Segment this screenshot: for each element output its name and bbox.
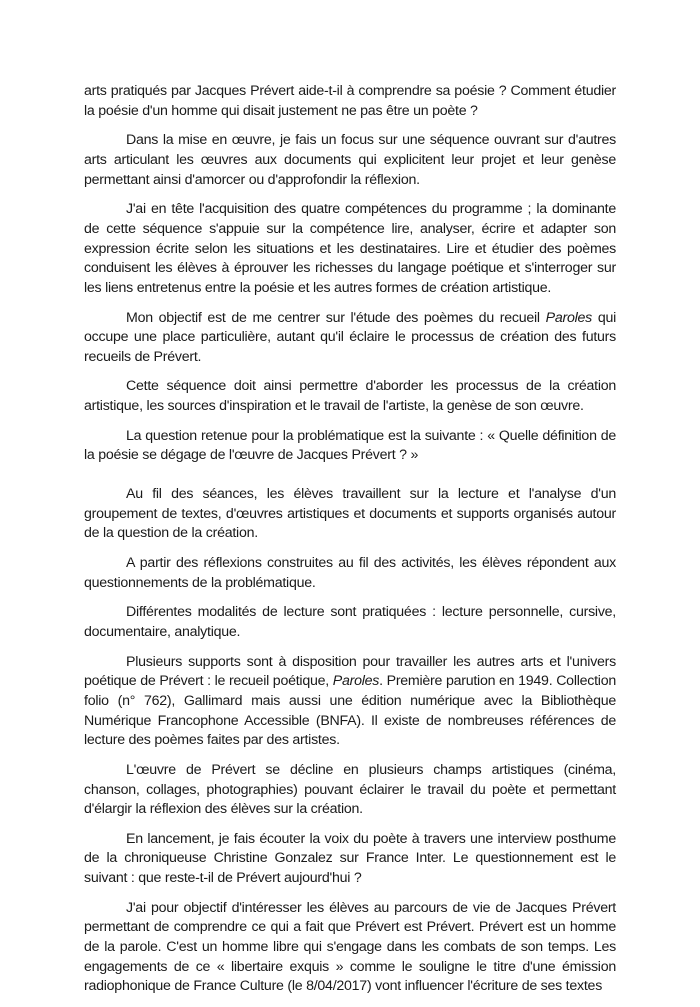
book-title-italic: Paroles [332,673,380,690]
paragraph-problematique: La question retenue pour la problématique est la suivante : « Quelle définition de la poésie se dégage de l'œuvre de Jacques Prévert ? » [84,427,616,464]
paragraph-supports [84,653,616,751]
paragraph-sequence-creation: Cette séquence doit ainsi permettre d'aborder les processus de la création artistique, les sources d'inspiration et le travail de l'artiste, la genèse de son œuvre. [84,378,616,415]
document-page [84,82,616,1007]
paragraph-reflexions: A partir des réflexions construites au fil des activités, les élèves répondent aux questionnements de la problématique. [84,555,616,591]
paragraph-seances: Au fil des séances, les élèves travaillent sur la lecture et l'analyse d'un groupement de textes, d'œuvres artistiques et documents et supports organisés autour de la question de la création. [84,486,616,542]
paragraph-modalites-lecture: Différentes modalités de lecture sont pratiquées : lecture personnelle, cursive, documentaire, analytique. [84,604,616,640]
paragraph-text: Plusieurs supports sont à disposition pour travailler les autres arts et l'univers poétique de Prévert : le recueil poétique, [84,653,616,690]
paragraph-objectif-paroles [84,309,616,368]
paragraph-parcours-de-vie: J'ai pour objectif d'intéresser les élèves au parcours de vie de Jacques Prévert permettant de comprendre ce qui a fait que Prévert est Prévert. Prévert est un homme de la parole. C'est un homme libre qui s'engage dans les combats de son temps. Les engagements de ce « libertaire exquis » comme le souligne le titre d'une émission radiophonique de France Culture (le 8/04/2017) vont influencer l'écriture de ses textes [84,899,616,995]
paragraph-text: Mon objectif est de me centrer sur l'étude des poèmes du recueil [126,309,546,326]
paragraph-mise-en-oeuvre: Dans la mise en œuvre, je fais un focus sur une séquence ouvrant sur d'autres arts articulant les œuvres aux documents qui explicitent leur projet et leur genèse permettant ainsi d'amorcer ou d'approfondir la réflexion. [84,132,616,188]
paragraph-lancement: En lancement, je fais écouter la voix du poète à travers une interview posthume de la chroniqueuse Christine Gonzalez sur France Inter. Le questionnement est le suivant : que reste-t-il de Prévert aujourd'hui ? [84,830,616,887]
book-title-italic: Paroles [545,309,592,326]
paragraph-text: qui occupe une place particulière, autant qu'il éclaire le processus de création des futurs recueils de Prévert. [84,309,616,365]
paragraph-intro-question: arts pratiqués par Jacques Prévert aide-t-il à comprendre sa poésie ? Comment étudier la poésie d'un homme qui disait justement ne pas être un poète ? [84,83,616,119]
paragraph-competences: J'ai en tête l'acquisition des quatre compétences du programme ; la dominante de cette séquence s'appuie sur la compétence lire, analyser, écrire et adapter son expression écrite selon les situations et les destinataires. Lire et étudier des poèmes conduisent les élèves à éprouver les richesses du langage poétique et s'interroger sur les liens entretenus entre la poésie et les autres formes de création artistique. [84,201,616,296]
paragraph-champs-artistiques: L'œuvre de Prévert se décline en plusieurs champs artistiques (cinéma, chanson, collages, photographies) pouvant éclairer le travail du poète et permettant d'élargir la réflexion des élèves sur la création. [84,761,616,818]
paragraph-text: . Première parution en 1949. Collection folio (n° 762), Gallimard mais aussi une édition numérique avec la Bibliothèque Numérique Francophone Accessible (BNFA). Il existe de nombreuses références de lecture des poèmes faites par des artistes. [84,673,616,749]
